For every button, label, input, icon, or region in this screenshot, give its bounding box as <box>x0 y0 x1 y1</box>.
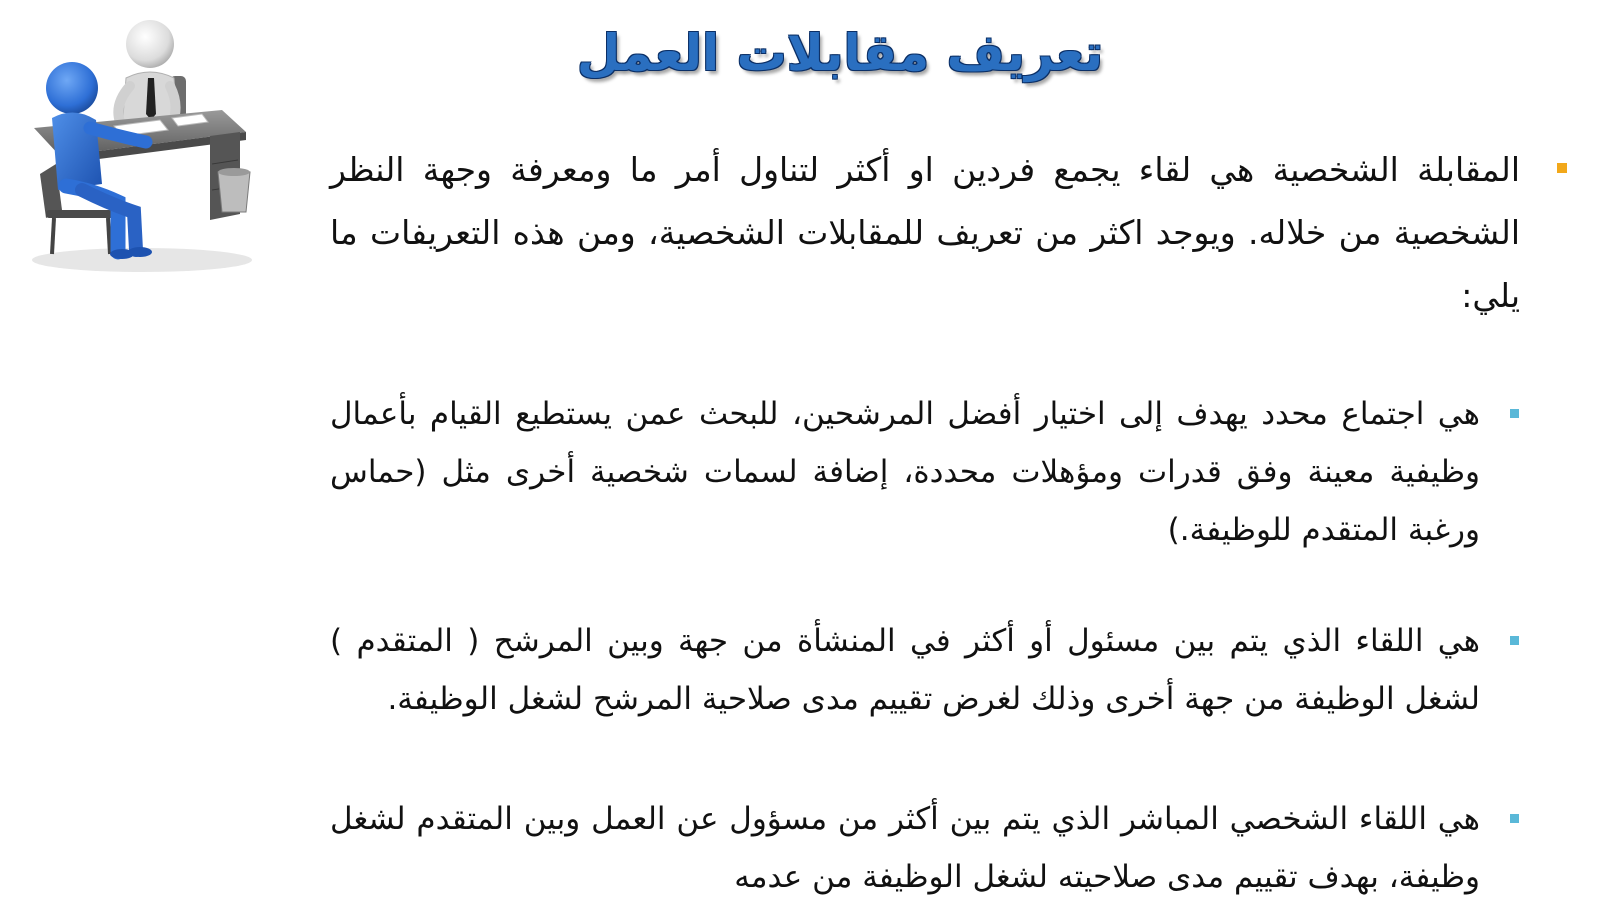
definition-text: هي اللقاء الذي يتم بين مسئول أو أكثر في المنشأة من جهة وبين المرشح ( المتقدم ) لشغل الوظيفة من جهة أخرى وذلك لغرض تقييم مدى صلاحية المرشح لشغل الوظيفة. <box>330 623 1480 717</box>
definition-text: هي اللقاء الشخصي المباشر الذي يتم بين أكثر من مسؤول عن العمل وبين المتقدم لشغل وظيفة، بهدف تقييم مدى صلاحيته لشغل الوظيفة من عدمه <box>330 801 1480 895</box>
intro-paragraph <box>330 138 1520 327</box>
square-bullet-icon <box>1510 814 1519 823</box>
definition-item <box>330 612 1480 728</box>
definition-item <box>330 385 1480 559</box>
intro-text: المقابلة الشخصية هي لقاء يجمع فردين او أكثر لتناول أمر ما ومعرفة وجهة النظر الشخصية من خلاله. ويوجد اكثر من تعريف للمقابلات الشخصية، ومن هذه التعريفات ما يلي: <box>330 150 1520 315</box>
definition-item <box>330 790 1480 906</box>
slide-title: تعريف مقابلات العمل <box>576 24 1104 82</box>
job-interview-illustration-icon <box>22 14 262 276</box>
square-bullet-icon <box>1510 636 1519 645</box>
definition-text: هي اجتماع محدد يهدف إلى اختيار أفضل المرشحين، للبحث عمن يستطيع القيام بأعمال وظيفية معينة وفق قدرات ومؤهلات محددة، إضافة لسمات شخصية أخرى مثل (حماس ورغبة المتقدم للوظيفة.) <box>330 396 1480 548</box>
square-bullet-icon <box>1557 163 1567 173</box>
square-bullet-icon <box>1510 409 1519 418</box>
